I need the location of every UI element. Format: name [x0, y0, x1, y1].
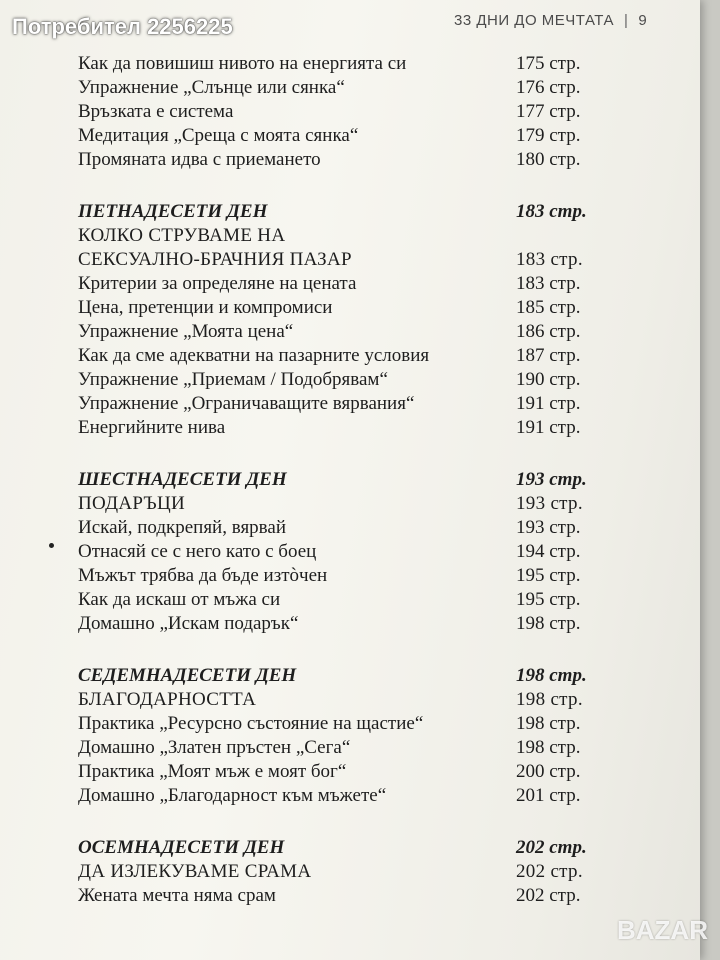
- toc-entry-title: Мъжът трябва да бъде изтòчен: [78, 565, 328, 586]
- toc-row: [78, 612, 598, 636]
- toc-entry-page: 194 стр.: [516, 541, 581, 562]
- toc-row: [78, 76, 598, 100]
- section-heading: ОСЕМНАДЕСЕТИ ДЕН: [78, 837, 285, 858]
- section-heading: ПЕТНАДЕСЕТИ ДЕН: [78, 201, 268, 222]
- section-subtitle: БЛАГОДАРНОСТТА: [78, 689, 257, 710]
- section-heading-page: 198 стр.: [516, 665, 587, 686]
- toc-entry-page: 200 стр.: [516, 761, 581, 782]
- toc-entry-title: Промяната идва с приемането: [78, 149, 321, 170]
- toc-entry-title: Упражнение „Ограничаващите вярвания“: [78, 393, 415, 414]
- section-heading-row: [78, 468, 598, 492]
- user-overlay-label: Потребител 2256225: [12, 14, 233, 39]
- toc-row: [78, 540, 598, 564]
- toc-intro: [78, 52, 598, 172]
- toc-section: [78, 468, 598, 636]
- header-title: 33 ДНИ ДО МЕЧТАТА: [454, 12, 614, 29]
- toc-entry-title: Практика „Моят мъж е моят бог“: [78, 761, 347, 782]
- section-subtitle-row: [78, 860, 598, 884]
- toc-row: [78, 124, 598, 148]
- section-subtitle-page: 183 стр.: [516, 249, 583, 270]
- toc-entry-page: 202 стр.: [516, 885, 581, 906]
- toc-row: [78, 760, 598, 784]
- toc-entry-page: 198 стр.: [516, 737, 581, 758]
- toc-section: [78, 664, 598, 808]
- toc-entry-page: 186 стр.: [516, 321, 581, 342]
- section-heading-row: [78, 200, 598, 224]
- toc-entry-page: 183 стр.: [516, 273, 581, 294]
- toc-row: [78, 100, 598, 124]
- section-heading-row: [78, 664, 598, 688]
- toc-row: [78, 416, 598, 440]
- toc-entry-page: 190 стр.: [516, 369, 581, 390]
- site-watermark: BAZAR: [617, 915, 708, 945]
- toc-entry-title: Практика „Ресурсно състояние на щастие“: [78, 713, 424, 734]
- toc-entry-title: Цена, претенции и компромиси: [78, 297, 333, 318]
- section-subtitle-row: [78, 248, 598, 272]
- toc-entry-title: Жената мечта няма срам: [78, 885, 276, 906]
- toc-row: [78, 564, 598, 588]
- toc-entry-page: 201 стр.: [516, 785, 581, 806]
- toc-entry-title: Как да повишиш нивото на енергията си: [78, 53, 407, 74]
- toc-entry-page: 195 стр.: [516, 589, 581, 610]
- section-subtitle-row: [78, 688, 598, 712]
- toc-entry-page: 198 стр.: [516, 613, 581, 634]
- toc-entry-title: Отнасяй се с него като с боец: [78, 541, 317, 562]
- toc-row: [78, 320, 598, 344]
- toc-entry-title: Медитация „Среща с моята сянка“: [78, 125, 359, 146]
- section-heading: ШЕСТНАДЕСЕТИ ДЕН: [78, 469, 287, 490]
- toc-row: [78, 712, 598, 736]
- speck: [49, 543, 54, 548]
- toc-section: [78, 836, 598, 908]
- section-subtitle: КОЛКО СТРУВАМЕ НА: [78, 225, 286, 246]
- section-subtitle-page: 198 стр.: [516, 689, 583, 710]
- toc-entry-page: 187 стр.: [516, 345, 581, 366]
- toc-row: [78, 344, 598, 368]
- toc-section: [78, 200, 598, 440]
- toc-row: [78, 296, 598, 320]
- section-subtitle-page: 193 стр.: [516, 493, 583, 514]
- toc-entry-title: Енергийните нива: [78, 417, 226, 438]
- toc-entry-page: 191 стр.: [516, 417, 581, 438]
- toc-entry-page: 179 стр.: [516, 125, 581, 146]
- toc-row: [78, 736, 598, 760]
- toc-entry-title: Как да сме адекватни на пазарните условия: [78, 345, 430, 366]
- section-subtitle-page: 202 стр.: [516, 861, 583, 882]
- toc-row: [78, 52, 598, 76]
- toc-entry-title: Домашно „Златен пръстен „Сега“: [78, 737, 351, 758]
- toc-entry-title: Домашно „Искам подарък“: [78, 613, 299, 634]
- toc-row: [78, 516, 598, 540]
- section-heading-row: [78, 836, 598, 860]
- toc-entry-page: 185 стр.: [516, 297, 581, 318]
- section-subtitle: ПОДАРЪЦИ: [78, 493, 186, 514]
- toc-row: [78, 368, 598, 392]
- toc-entry-title: Критерии за определяне на цената: [78, 273, 357, 294]
- toc-entry-title: Искай, подкрепяй, вярвай: [78, 517, 287, 538]
- toc-entry-page: 176 стр.: [516, 77, 581, 98]
- toc-row: [78, 588, 598, 612]
- toc-entry-title: Домашно „Благодарност към мъжете“: [78, 785, 387, 806]
- toc-row: [78, 884, 598, 908]
- section-heading-page: 193 стр.: [516, 469, 587, 490]
- table-of-contents: [78, 52, 598, 908]
- toc-entry-page: 198 стр.: [516, 713, 581, 734]
- section-heading: СЕДЕМНАДЕСЕТИ ДЕН: [78, 665, 297, 686]
- section-subtitle: СЕКСУАЛНО-БРАЧНИЯ ПАЗАР: [78, 249, 352, 270]
- toc-entry-page: 177 стр.: [516, 101, 581, 122]
- toc-entry-page: 180 стр.: [516, 149, 581, 170]
- toc-row: [78, 148, 598, 172]
- header-separator: |: [623, 12, 629, 29]
- page-number: 9: [638, 12, 648, 29]
- toc-entry-title: Упражнение „Приемам / Подобрявам“: [78, 369, 388, 390]
- toc-row: [78, 784, 598, 808]
- toc-row: [78, 392, 598, 416]
- section-subtitle: ДА ИЗЛЕКУВАМЕ СРАМА: [78, 861, 312, 882]
- toc-entry-title: Упражнение „Моята цена“: [78, 321, 294, 342]
- toc-entry-page: 175 стр.: [516, 53, 581, 74]
- section-heading-page: 183 стр.: [516, 201, 587, 222]
- section-subtitle-row: [78, 224, 598, 248]
- toc-entry-page: 191 стр.: [516, 393, 581, 414]
- running-header: [454, 12, 647, 29]
- toc-row: [78, 272, 598, 296]
- toc-entry-title: Как да искаш от мъжа си: [78, 589, 281, 610]
- toc-entry-title: Упражнение „Слънце или сянка“: [78, 77, 345, 98]
- toc-entry-page: 195 стр.: [516, 565, 581, 586]
- section-subtitle-row: [78, 492, 598, 516]
- toc-entry-page: 193 стр.: [516, 517, 581, 538]
- toc-entry-title: Връзката е система: [78, 101, 234, 122]
- section-heading-page: 202 стр.: [516, 837, 587, 858]
